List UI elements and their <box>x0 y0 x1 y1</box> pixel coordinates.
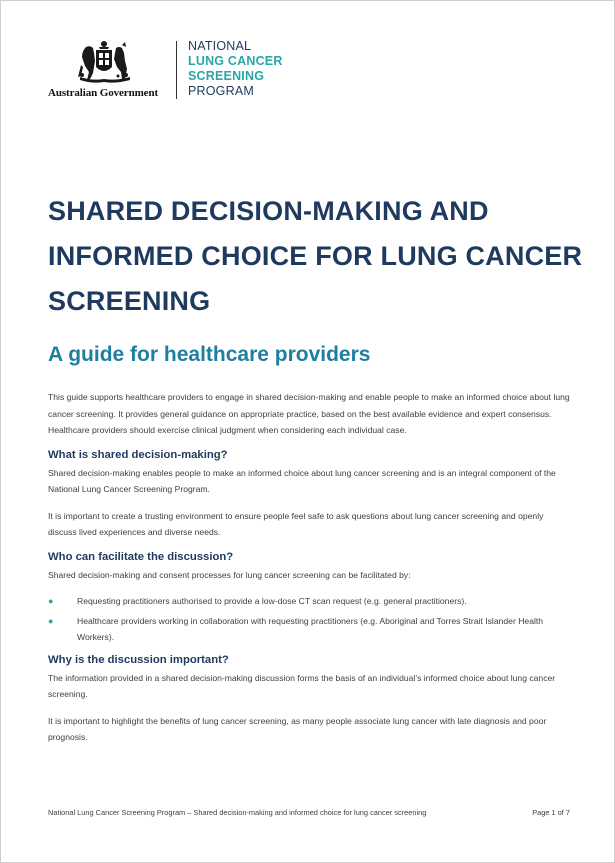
government-name: Australian Government <box>48 87 159 99</box>
program-line-4: PROGRAM <box>188 84 254 98</box>
facilitator-list <box>48 593 570 646</box>
coat-of-arms-icon <box>72 39 136 85</box>
intro-paragraph: This guide supports healthcare providers to engage in shared decision-making and enable people to make an informed choice about lung cancer screening. It provides general guidance on appropriate practice, based on the best available evidence and expert consensus. Healthcare providers should exercise clinical judgment when considering each individual case. <box>48 392 570 435</box>
footer-document-title: National Lung Cancer Screening Program – Shared decision-making and informed choice for lung cancer screening <box>48 808 427 817</box>
header-divider <box>176 41 177 99</box>
program-line-2: LUNG CANCER <box>188 54 283 68</box>
section-paragraph: The information provided in a shared decision-making discussion forms the basis of an individual’s informed choice about lung cancer screening. <box>48 672 556 699</box>
page-header <box>48 39 308 101</box>
page-footer <box>48 808 570 817</box>
list-item-text: Healthcare providers working in collaboration with requesting practitioners (e.g. Aboriginal and Torres Strait Islander Health Workers). <box>77 615 544 642</box>
section-paragraph: Shared decision-making enables people to make an informed choice about lung cancer screening and is an integral component of the National Lung Cancer Screening Program. <box>48 467 556 494</box>
program-logo <box>188 39 283 99</box>
bullet-icon: ● <box>48 596 54 606</box>
document-body <box>48 389 570 756</box>
section-heading-who: Who can facilitate the discussion? <box>48 550 234 563</box>
section-paragraph: Shared decision-making and consent processes for lung cancer screening can be facilitated by: <box>48 569 411 580</box>
section-heading-why: Why is the discussion important? <box>48 653 229 666</box>
list-item <box>48 613 570 646</box>
program-line-3: SCREENING <box>188 69 265 83</box>
section-paragraph: It is important to create a trusting environment to ensure people feel safe to ask questions about lung cancer screening and openly discuss lived experiences and diverse needs. <box>48 510 544 537</box>
section-paragraph: It is important to highlight the benefits of lung cancer screening, as many people associate lung cancer with late diagnosis and poor prognosis. <box>48 715 547 742</box>
list-item <box>48 593 570 610</box>
document-title: SHARED DECISION-MAKING AND INFORMED CHOICE FOR LUNG CANCER SCREENING <box>48 196 583 316</box>
document-subtitle: A guide for healthcare providers <box>48 343 371 366</box>
program-line-1: NATIONAL <box>188 39 252 53</box>
page-number: Page 1 of 7 <box>532 808 570 817</box>
section-heading-what: What is shared decision-making? <box>48 448 228 461</box>
bullet-icon: ● <box>48 615 54 626</box>
list-item-text: Requesting practitioners authorised to provide a low-dose CT scan request (e.g. general practitioners). <box>77 596 467 606</box>
